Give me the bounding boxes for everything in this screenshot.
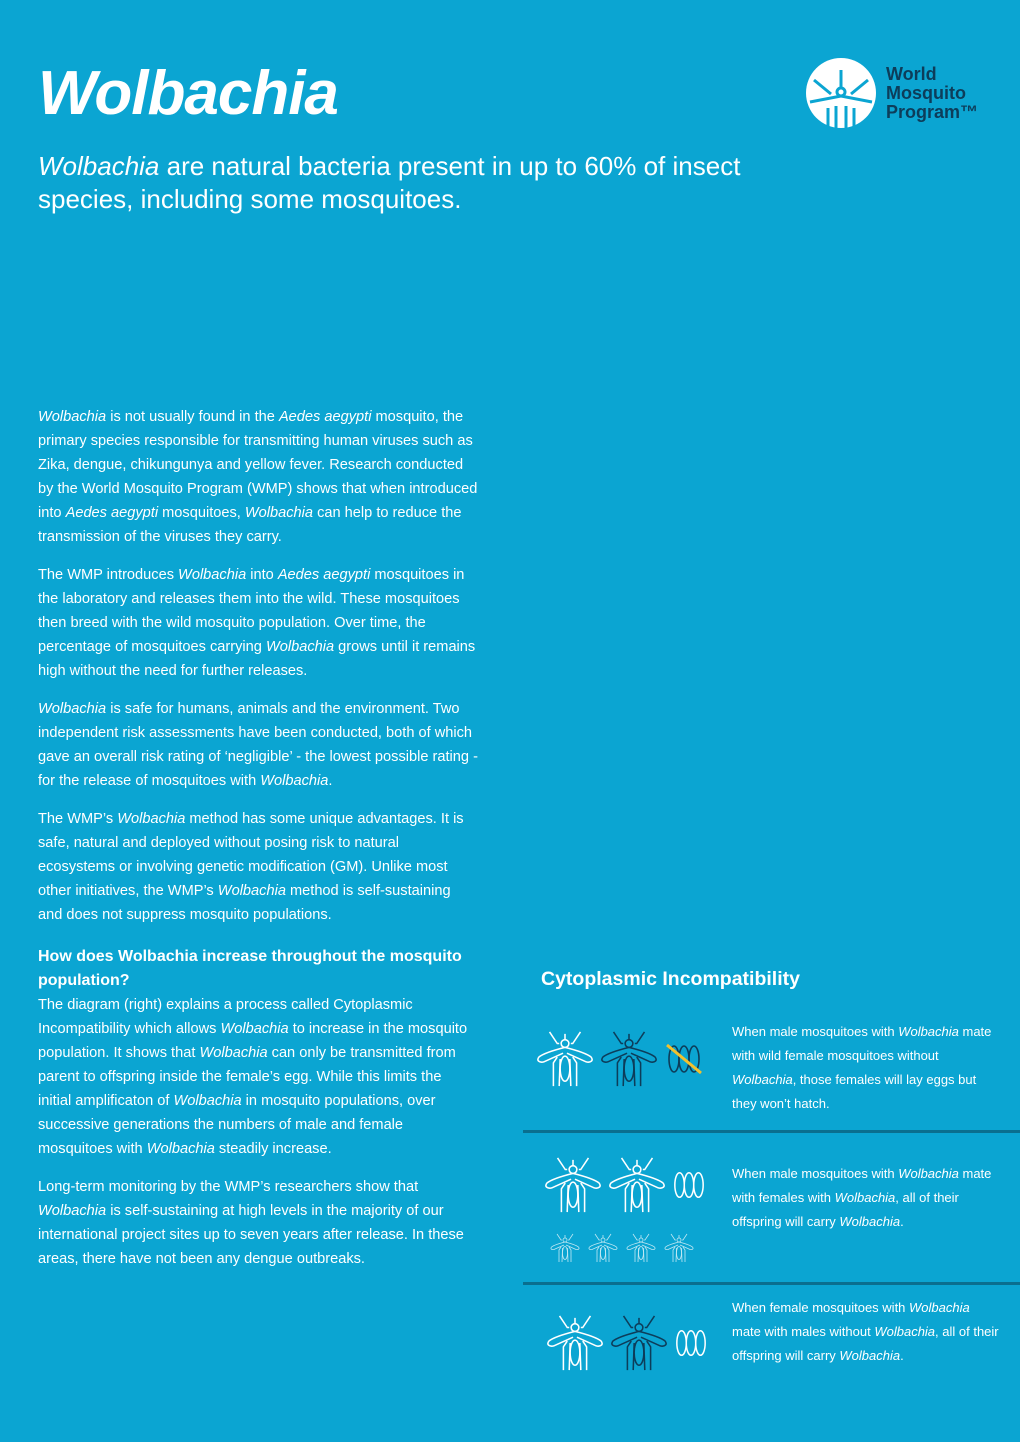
text-segment: mate with males without: [732, 1324, 875, 1339]
paragraph-safety: [38, 697, 478, 793]
text-segment: steadily increase.: [214, 1141, 332, 1157]
text-segment: is not usually found in the: [106, 409, 279, 425]
text-segment: The WMP introduces: [38, 567, 179, 583]
row1-icons: [536, 1030, 704, 1088]
page-subtitle: [38, 150, 758, 216]
text-segment: is self-sustaining at high levels in the majority of our international project sites up to seven years after release. In these areas, there have not been any dengue outbreaks.: [38, 1203, 464, 1267]
offspring-mosquito-icon: [626, 1232, 656, 1264]
italic-text-segment: Aedes aegypti: [277, 567, 371, 583]
mosquito-logo-icon: [806, 58, 876, 128]
italic-text-segment: Aedes aegypti: [65, 505, 159, 521]
male-wolbachia-mosquito-icon: [536, 1030, 594, 1088]
text-segment: mosquito, the primary species responsible for transmitting human viruses such as Zika, dengue, chikungunya and yellow fever. Research conducted by the World Mosquito Program (WMP) shows that when introduced into: [38, 409, 478, 521]
text-segment: mate with wild female mosquitoes without: [732, 1024, 992, 1063]
italic-text-segment: Wolbachia: [874, 1324, 936, 1339]
italic-text-segment: Wolbachia: [898, 1166, 959, 1181]
row3-text: [732, 1296, 1002, 1368]
italic-text-segment: Wolbachia: [38, 151, 160, 181]
text-segment: When male mosquitoes with: [732, 1024, 899, 1039]
wild-female-mosquito-icon: [600, 1030, 658, 1088]
italic-text-segment: Wolbachia: [178, 567, 247, 583]
italic-text-segment: Aedes aegypti: [278, 409, 372, 425]
italic-text-segment: Wolbachia: [839, 1348, 901, 1363]
offspring-mosquito-icon: [588, 1232, 618, 1264]
italic-text-segment: Wolbachia: [260, 773, 329, 789]
italic-text-segment: Wolbachia: [146, 1141, 215, 1157]
text-segment: The diagram (right) explains a process called Cytoplasmic Incompatibility which allows: [38, 997, 413, 1037]
text-segment: into: [246, 567, 278, 583]
text-segment: grows until it remains high without the need for further releases.: [38, 639, 476, 679]
text-segment: When male mosquitoes with: [732, 1166, 899, 1181]
text-segment: mate with females with: [732, 1166, 992, 1205]
italic-text-segment: Wolbachia: [199, 1045, 268, 1061]
italic-text-segment: Wolbachia: [38, 409, 107, 425]
italic-text-segment: Wolbachia: [834, 1190, 896, 1205]
italic-text-segment: Wolbachia: [839, 1214, 901, 1229]
offspring-mosquito-icon: [550, 1232, 580, 1264]
italic-text-segment: Wolbachia: [898, 1024, 959, 1039]
paragraph-monitoring: [38, 1175, 478, 1271]
italic-text-segment: Wolbachia: [173, 1093, 242, 1109]
offspring-icons: [550, 1232, 694, 1264]
text-segment: method is self-sustaining and does not suppress mosquito populations.: [38, 883, 451, 923]
section-heading: How does Wolbachia increase throughout the mosquito population?: [38, 948, 462, 989]
text-segment: The WMP’s: [38, 811, 118, 827]
paragraph-advantages: [38, 807, 478, 927]
text-segment: can only be transmitted from parent to offspring inside the female’s egg. While this limits the initial amplificaton of: [38, 1045, 456, 1109]
logo-line-3: Program™: [886, 101, 979, 122]
text-segment: to increase in the mosquito population. It shows that: [38, 1021, 468, 1061]
text-segment: is safe for humans, animals and the environment. Two independent risk assessments have been conducted, both of which gave an overall risk rating of ‘negligible’ - the lowest possible rating - for the release of mosquitoes with: [38, 701, 478, 789]
diagram-title: Cytoplasmic Incompatibility: [541, 968, 800, 990]
text-segment: Long-term monitoring by the WMP’s researchers show that: [38, 1179, 419, 1195]
row3-icons: [546, 1314, 708, 1372]
logo-line-2: Mosquito: [886, 82, 966, 103]
text-segment: in mosquito populations, over successive generations the numbers of male and female mosquitoes with: [38, 1093, 436, 1157]
world-mosquito-program-logo: [806, 58, 978, 128]
female-wolbachia-mosquito-icon: [546, 1314, 604, 1372]
italic-text-segment: Wolbachia: [909, 1300, 970, 1315]
text-segment: .: [900, 1214, 904, 1229]
text-segment: , all of their offspring will carry: [732, 1324, 999, 1363]
row2-text: [732, 1162, 1002, 1234]
row2-icons: [544, 1156, 706, 1214]
unhatched-eggs-icon: [664, 1042, 704, 1076]
text-segment: can help to reduce the transmission of the viruses they carry.: [38, 505, 462, 545]
italic-text-segment: Wolbachia: [38, 1203, 107, 1219]
italic-text-segment: Wolbachia: [117, 811, 186, 827]
italic-text-segment: Wolbachia: [265, 639, 335, 655]
italic-text-segment: Wolbachia: [38, 701, 107, 717]
logo-line-1: World: [886, 63, 937, 84]
text-segment: When female mosquitoes with: [732, 1300, 910, 1315]
text-segment: , all of their offspring will carry: [732, 1190, 959, 1229]
male-wolbachia-mosquito-icon: [544, 1156, 602, 1214]
text-segment: , those females will lay eggs but they won’t hatch.: [732, 1072, 977, 1111]
paragraph-intro: [38, 405, 478, 549]
text-segment: are natural bacteria present in up to 60% of insect species, including some mosquitoes.: [38, 151, 741, 214]
page-title: Wolbachia: [38, 59, 338, 128]
female-wolbachia-mosquito-icon: [608, 1156, 666, 1214]
eggs-icon: [674, 1328, 708, 1358]
text-segment: method has some unique advantages. It is safe, natural and deployed without posing risk to natural ecosystems or involving genetic modification (GM). Unlike most other initiatives, the WMP’s: [38, 811, 464, 899]
text-segment: mosquitoes in the laboratory and releases them into the wild. These mosquitoes then breed with the wild mosquito population. Over time, the percentage of mosquitoes carrying: [38, 567, 465, 655]
text-segment: .: [328, 773, 333, 789]
paragraph-diagram: [38, 993, 478, 1161]
eggs-icon: [672, 1170, 706, 1200]
offspring-mosquito-icon: [664, 1232, 694, 1264]
text-segment: .: [900, 1348, 904, 1363]
italic-text-segment: Wolbachia: [217, 883, 286, 899]
italic-text-segment: Wolbachia: [220, 1021, 289, 1037]
divider: [523, 1282, 1020, 1285]
paragraph-method: [38, 563, 478, 683]
italic-text-segment: Wolbachia: [244, 505, 314, 521]
row1-text: [732, 1020, 1002, 1116]
divider: [523, 1130, 1020, 1133]
body-text: [38, 405, 478, 1285]
wild-male-mosquito-icon: [610, 1314, 668, 1372]
italic-text-segment: Wolbachia: [732, 1072, 793, 1087]
text-segment: mosquitoes,: [158, 505, 245, 521]
